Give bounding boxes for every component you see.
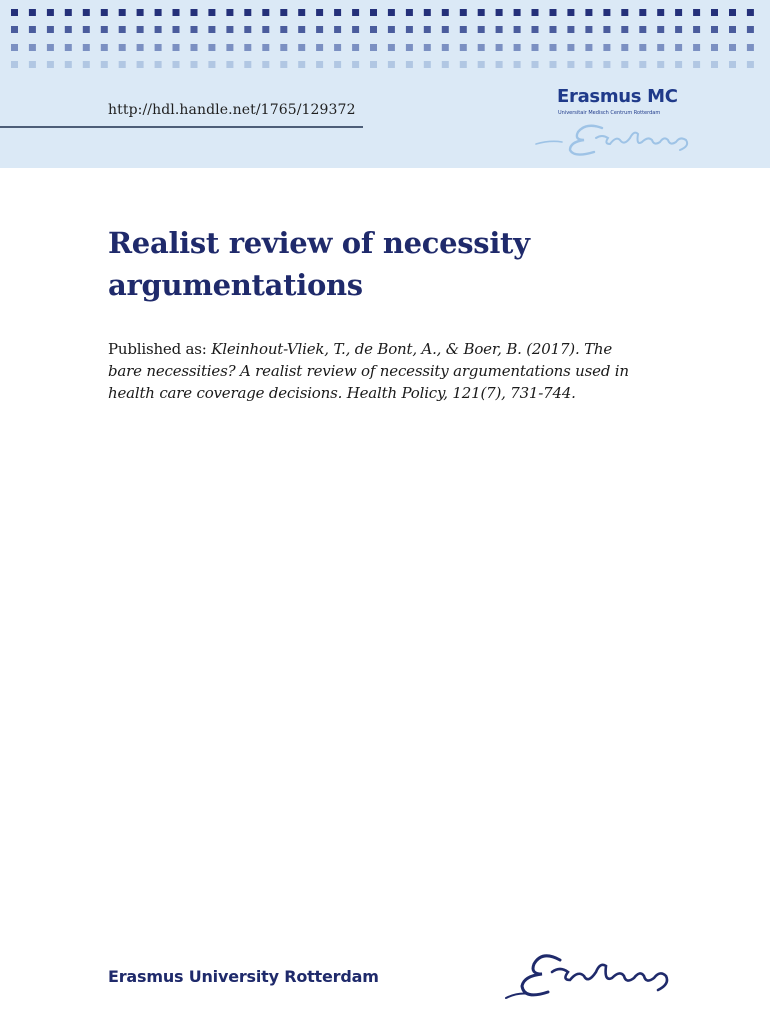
- grid-dot: [119, 26, 126, 33]
- grid-dot: [496, 44, 503, 51]
- grid-dot: [334, 44, 341, 51]
- grid-dot: [280, 44, 287, 51]
- grid-dot: [496, 9, 503, 16]
- grid-dot: [137, 61, 144, 68]
- grid-dot: [137, 26, 144, 33]
- grid-dot: [101, 9, 108, 16]
- erasmus-signature-icon: [530, 112, 710, 158]
- grid-dot: [352, 44, 359, 51]
- grid-dot: [29, 26, 36, 33]
- grid-dot: [639, 9, 646, 16]
- grid-dot: [47, 61, 54, 68]
- grid-dot: [693, 44, 700, 51]
- grid-dot: [657, 9, 664, 16]
- grid-dot: [567, 9, 574, 16]
- grid-dot: [532, 26, 539, 33]
- grid-dot: [29, 61, 36, 68]
- grid-dot: [173, 44, 180, 51]
- erasmus-mc-wordmark: Erasmus MC: [557, 86, 678, 107]
- decorative-dot-grid: [0, 0, 770, 80]
- grid-dot: [262, 26, 269, 33]
- grid-dot: [388, 61, 395, 68]
- grid-dot: [47, 26, 54, 33]
- grid-dot: [101, 26, 108, 33]
- grid-dot: [191, 44, 198, 51]
- publication-citation: [108, 338, 638, 404]
- grid-dot: [226, 44, 233, 51]
- grid-dot: [191, 26, 198, 33]
- grid-dot: [514, 44, 521, 51]
- grid-dot: [460, 44, 467, 51]
- grid-dot: [208, 26, 215, 33]
- citation-prefix: Published as:: [108, 340, 212, 358]
- grid-dot: [675, 26, 682, 33]
- grid-dot: [693, 61, 700, 68]
- grid-dot: [280, 61, 287, 68]
- grid-dot: [244, 61, 251, 68]
- grid-dot: [352, 61, 359, 68]
- grid-dot: [370, 9, 377, 16]
- grid-dot: [119, 44, 126, 51]
- grid-dot: [65, 9, 72, 16]
- grid-dot: [173, 9, 180, 16]
- grid-dot: [747, 26, 754, 33]
- grid-dot: [262, 44, 269, 51]
- grid-dot: [567, 44, 574, 51]
- grid-dot: [585, 9, 592, 16]
- grid-dot: [424, 9, 431, 16]
- grid-dot: [747, 44, 754, 51]
- grid-dot: [137, 44, 144, 51]
- grid-dot: [478, 61, 485, 68]
- grid-dot: [208, 9, 215, 16]
- grid-dot: [101, 61, 108, 68]
- grid-dot: [316, 61, 323, 68]
- grid-dot: [693, 9, 700, 16]
- grid-dot: [675, 9, 682, 16]
- grid-dot: [639, 61, 646, 68]
- grid-dot: [514, 9, 521, 16]
- grid-dot: [173, 26, 180, 33]
- grid-dot: [280, 26, 287, 33]
- grid-dot: [621, 61, 628, 68]
- grid-dot: [29, 9, 36, 16]
- grid-dot: [729, 9, 736, 16]
- grid-dot: [639, 26, 646, 33]
- grid-dot: [11, 26, 18, 33]
- grid-dot: [639, 44, 646, 51]
- grid-dot: [280, 9, 287, 16]
- grid-dot: [550, 9, 557, 16]
- grid-dot: [316, 44, 323, 51]
- grid-dot: [711, 61, 718, 68]
- grid-dot: [729, 44, 736, 51]
- grid-dot: [657, 61, 664, 68]
- grid-dot: [550, 26, 557, 33]
- grid-dot: [334, 61, 341, 68]
- grid-dot: [262, 61, 269, 68]
- document-title: Realist review of necessity argumentations: [108, 226, 530, 302]
- grid-dot: [675, 44, 682, 51]
- grid-dot: [244, 26, 251, 33]
- grid-dot: [747, 61, 754, 68]
- grid-dot: [585, 26, 592, 33]
- handle-underline-rule: [0, 126, 363, 128]
- grid-dot: [244, 44, 251, 51]
- grid-dot: [406, 44, 413, 51]
- grid-dot: [370, 44, 377, 51]
- grid-dot: [603, 9, 610, 16]
- grid-dot: [729, 61, 736, 68]
- grid-dot: [226, 61, 233, 68]
- grid-dot: [262, 9, 269, 16]
- grid-dot: [83, 44, 90, 51]
- grid-dot: [567, 26, 574, 33]
- grid-dot: [298, 26, 305, 33]
- grid-dot: [298, 44, 305, 51]
- grid-dot: [65, 26, 72, 33]
- grid-dot: [208, 61, 215, 68]
- grid-dot: [406, 61, 413, 68]
- citation-reference: Kleinhout-Vliek, T., de Bont, A., & Boer, B. (2017). The bare necessities? A realist review of necessity argumentations used in health care coverage decisions. Health Policy, 121(7), 731-744.: [108, 340, 629, 402]
- grid-dot: [83, 9, 90, 16]
- grid-dot: [657, 44, 664, 51]
- grid-dot: [442, 44, 449, 51]
- grid-dot: [316, 9, 323, 16]
- grid-dot: [226, 26, 233, 33]
- grid-dot: [585, 61, 592, 68]
- grid-dot: [675, 61, 682, 68]
- grid-dot: [47, 9, 54, 16]
- grid-dot: [693, 26, 700, 33]
- grid-dot: [585, 44, 592, 51]
- grid-dot: [621, 44, 628, 51]
- grid-dot: [137, 9, 144, 16]
- grid-dot: [478, 26, 485, 33]
- grid-dot: [514, 26, 521, 33]
- grid-dot: [83, 26, 90, 33]
- grid-dot: [316, 26, 323, 33]
- grid-dot: [478, 9, 485, 16]
- grid-dot: [729, 26, 736, 33]
- grid-dot: [550, 61, 557, 68]
- grid-dot: [406, 26, 413, 33]
- grid-dot: [532, 9, 539, 16]
- grid-dot: [11, 44, 18, 51]
- grid-dot: [334, 26, 341, 33]
- grid-dot: [155, 61, 162, 68]
- grid-dot: [496, 61, 503, 68]
- grid-dot: [244, 9, 251, 16]
- grid-dot: [208, 44, 215, 51]
- grid-dot: [460, 9, 467, 16]
- grid-dot: [567, 61, 574, 68]
- grid-dot: [496, 26, 503, 33]
- grid-dot: [478, 44, 485, 51]
- grid-dot: [155, 44, 162, 51]
- grid-dot: [621, 26, 628, 33]
- grid-dot: [298, 9, 305, 16]
- grid-dot: [603, 61, 610, 68]
- grid-dot: [424, 26, 431, 33]
- grid-dot: [173, 61, 180, 68]
- grid-dot: [370, 61, 377, 68]
- grid-dot: [657, 26, 664, 33]
- grid-dot: [424, 44, 431, 51]
- grid-dot: [226, 9, 233, 16]
- erasmus-mc-subtitle: Universitair Medisch Centrum Rotterdam: [558, 110, 661, 116]
- grid-dot: [532, 61, 539, 68]
- grid-dot: [442, 26, 449, 33]
- grid-dot: [101, 44, 108, 51]
- grid-dot: [460, 26, 467, 33]
- grid-dot: [352, 26, 359, 33]
- header-band: [0, 0, 770, 168]
- grid-dot: [550, 44, 557, 51]
- erasmus-mc-logo: [530, 86, 710, 158]
- footer-erasmus-signature-icon: [500, 948, 680, 1008]
- grid-dot: [388, 9, 395, 16]
- grid-dot: [514, 61, 521, 68]
- grid-dot: [406, 9, 413, 16]
- grid-dot: [47, 44, 54, 51]
- grid-dot: [119, 61, 126, 68]
- grid-dot: [621, 9, 628, 16]
- grid-dot: [603, 26, 610, 33]
- grid-dot: [83, 61, 90, 68]
- grid-dot: [388, 44, 395, 51]
- grid-dot: [442, 61, 449, 68]
- grid-dot: [603, 44, 610, 51]
- grid-dot: [747, 9, 754, 16]
- grid-dot: [334, 9, 341, 16]
- grid-dot: [711, 26, 718, 33]
- footer-university-name: Erasmus University Rotterdam: [108, 967, 379, 986]
- grid-dot: [711, 44, 718, 51]
- grid-dot: [155, 9, 162, 16]
- grid-dot: [119, 9, 126, 16]
- grid-dot: [370, 26, 377, 33]
- grid-dot: [191, 9, 198, 16]
- grid-dot: [191, 61, 198, 68]
- grid-dot: [352, 9, 359, 16]
- grid-dot: [442, 9, 449, 16]
- grid-dot: [711, 9, 718, 16]
- grid-dot: [65, 61, 72, 68]
- grid-dot: [65, 44, 72, 51]
- grid-dot: [11, 9, 18, 16]
- grid-dot: [388, 26, 395, 33]
- grid-dot: [298, 61, 305, 68]
- grid-dot: [11, 61, 18, 68]
- grid-dot: [460, 61, 467, 68]
- handle-link[interactable]: http://hdl.handle.net/1765/129372: [108, 102, 356, 118]
- grid-dot: [155, 26, 162, 33]
- grid-dot: [532, 44, 539, 51]
- grid-dot: [424, 61, 431, 68]
- grid-dot: [29, 44, 36, 51]
